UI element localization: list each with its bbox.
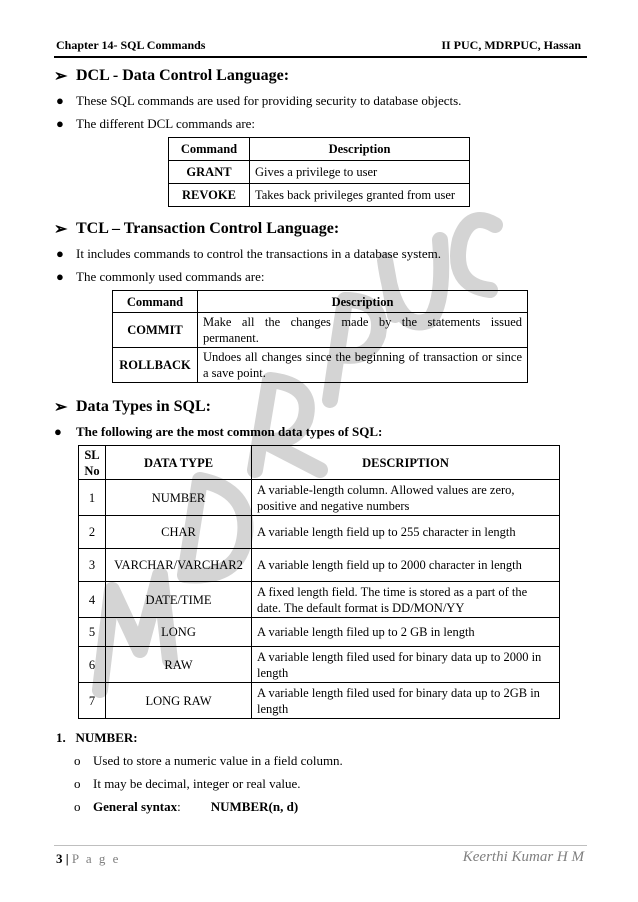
footer-author: Keerthi Kumar H M (462, 849, 584, 865)
number-item-1 (74, 753, 343, 769)
footer-divider (54, 845, 587, 846)
table-cell-description: Undoes all changes since the beginning of transaction or since a save point. (198, 348, 528, 383)
table-cell-sl: 2 (79, 516, 106, 549)
table-header-cell: SL No (79, 446, 106, 480)
dcl-command-table (168, 137, 470, 207)
tcl-bullet-1 (56, 246, 441, 262)
table-header-row (113, 291, 528, 313)
table-row (79, 549, 560, 582)
datatypes-bullet-text: The following are the most common data types of SQL: (76, 424, 383, 439)
tcl-bullet-2 (56, 269, 264, 285)
table-header-cell: Description (250, 138, 470, 161)
table-cell-description: A variable length filed used for binary data up to 2000 in length (252, 647, 560, 683)
table-cell-description: A variable length filed up to 2 GB in length (252, 618, 560, 647)
tcl-bullet-1-text: It includes commands to control the transactions in a database system. (76, 246, 441, 261)
table-row (113, 313, 528, 348)
table-header-row (169, 138, 470, 161)
tcl-bullet-2-text: The commonly used commands are: (76, 269, 265, 284)
circle-bullet-icon: o (74, 753, 81, 768)
datatypes-heading (54, 397, 211, 417)
table-cell-type: LONG RAW (106, 683, 252, 719)
page-number: 3 (56, 851, 63, 866)
bullet-dot-icon: ● (56, 269, 64, 284)
dcl-bullet-2 (56, 116, 255, 132)
table-cell-type: CHAR (106, 516, 252, 549)
table-header-cell: DATA TYPE (106, 446, 252, 480)
table-cell-type: NUMBER (106, 480, 252, 516)
header-institution: II PUC, MDRPUC, Hassan (441, 38, 581, 52)
table-row (79, 683, 560, 719)
tcl-heading (54, 219, 339, 239)
arrow-bullet-icon: ➢ (54, 399, 68, 416)
table-cell-description: Make all the changes made by the statements issued permanent. (198, 313, 528, 348)
table-cell-description: A variable-length column. Allowed values are zero, positive and negative numbers (252, 480, 560, 516)
tcl-command-table (112, 290, 528, 383)
dcl-bullet-1 (56, 93, 461, 109)
table-cell-sl: 7 (79, 683, 106, 719)
table-row (79, 647, 560, 683)
footer-page-number (56, 851, 120, 867)
table-cell-description: A variable length field up to 255 character in length (252, 516, 560, 549)
table-cell-description: Takes back privileges granted from user (250, 184, 470, 207)
table-row (79, 618, 560, 647)
circle-bullet-icon: o (74, 776, 81, 791)
table-cell-sl: 5 (79, 618, 106, 647)
table-header-cell: Command (113, 291, 198, 313)
syntax-colon: : (177, 799, 181, 814)
table-row (113, 348, 528, 383)
table-row (169, 184, 470, 207)
table-cell-type: DATE/TIME (106, 582, 252, 618)
number-item-2-text: It may be decimal, integer or real value. (93, 776, 301, 791)
table-row (79, 582, 560, 618)
table-cell-type: LONG (106, 618, 252, 647)
dcl-heading-text: DCL - Data Control Language: (76, 67, 290, 84)
table-header-row (79, 446, 560, 480)
bullet-dot-icon: ● (56, 93, 64, 108)
table-header-cell: Command (169, 138, 250, 161)
table-row (169, 161, 470, 184)
table-cell-sl: 3 (79, 549, 106, 582)
syntax-label: General syntax (93, 799, 178, 814)
bullet-dot-icon: ● (56, 116, 64, 131)
dcl-bullet-1-text: These SQL commands are used for providing security to database objects. (76, 93, 462, 108)
dcl-heading (54, 66, 289, 86)
table-cell-type: VARCHAR/VARCHAR2 (106, 549, 252, 582)
arrow-bullet-icon: ➢ (54, 68, 68, 85)
number-section-title: 1. NUMBER: (56, 730, 138, 745)
number-item-2 (74, 776, 301, 792)
datatypes-heading-text: Data Types in SQL: (76, 398, 211, 415)
table-cell-command: COMMIT (113, 313, 198, 348)
table-cell-command: GRANT (169, 161, 250, 184)
circle-bullet-icon: o (74, 799, 81, 814)
table-row (79, 480, 560, 516)
table-cell-description: Gives a privilege to user (250, 161, 470, 184)
page-separator: | (62, 851, 72, 866)
table-cell-description: A variable length field up to 2000 character in length (252, 549, 560, 582)
dcl-bullet-2-text: The different DCL commands are: (76, 116, 256, 131)
table-cell-description: A fixed length field. The time is stored as a part of the date. The default format is DD/MON/YY (252, 582, 560, 618)
table-cell-command: REVOKE (169, 184, 250, 207)
table-cell-command: ROLLBACK (113, 348, 198, 383)
table-cell-sl: 6 (79, 647, 106, 683)
table-cell-sl: 1 (79, 480, 106, 516)
table-cell-type: RAW (106, 647, 252, 683)
table-cell-description: A variable length filed used for binary data up to 2GB in length (252, 683, 560, 719)
datatypes-table (78, 445, 560, 719)
number-syntax (74, 799, 298, 815)
table-header-cell: Description (198, 291, 528, 313)
arrow-bullet-icon: ➢ (54, 221, 68, 238)
table-header-cell: DESCRIPTION (252, 446, 560, 480)
datatypes-bullet (54, 424, 382, 440)
bullet-dot-icon: ● (56, 246, 64, 261)
syntax-value: NUMBER(n, d) (210, 799, 299, 814)
header-chapter-title: Chapter 14- SQL Commands (56, 38, 206, 52)
tcl-heading-text: TCL – Transaction Control Language: (76, 220, 340, 237)
header-divider (54, 56, 587, 58)
number-item-1-text: Used to store a numeric value in a field column. (93, 753, 343, 768)
table-cell-sl: 4 (79, 582, 106, 618)
table-row (79, 516, 560, 549)
page-word: P a g e (71, 851, 121, 866)
bullet-dot-icon: ● (54, 424, 62, 439)
